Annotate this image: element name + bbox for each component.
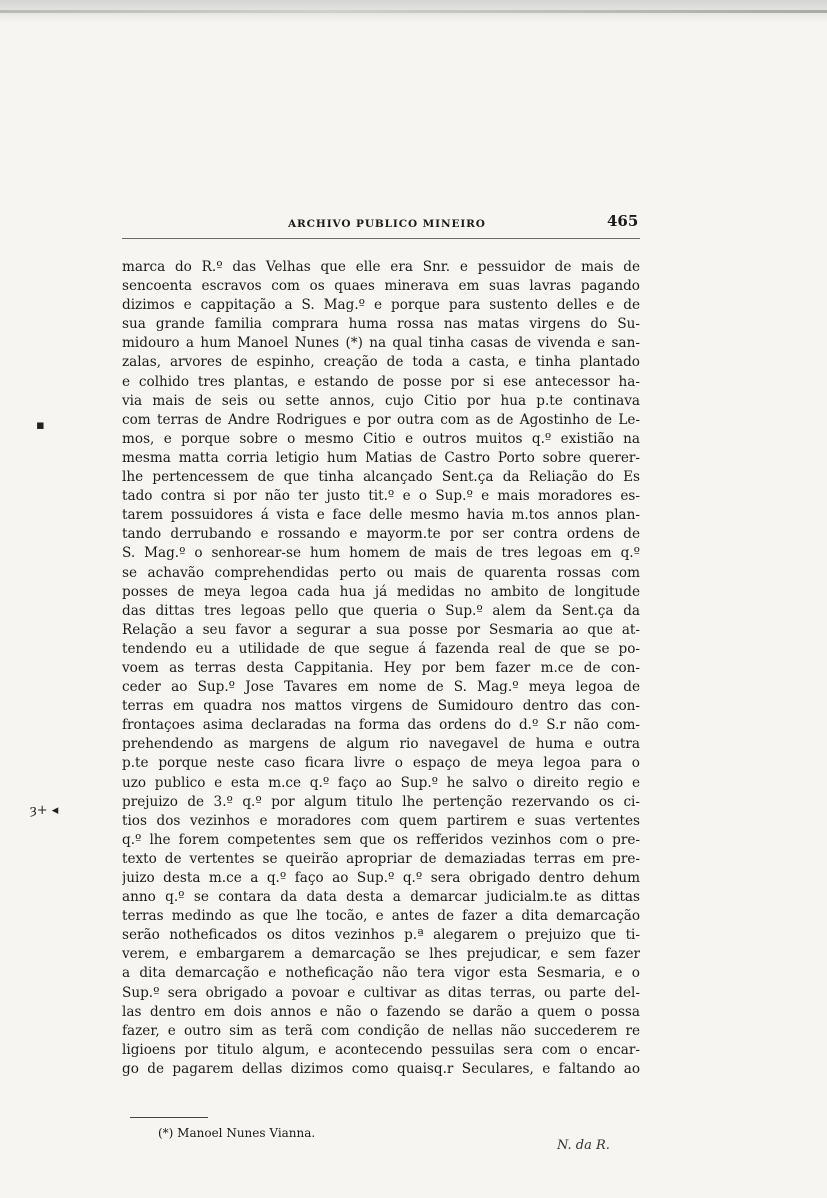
text-line: anno q.º se contara da data desta a demarcar judicialm.te as dittas	[122, 889, 640, 906]
text-line: tios dos vezinhos e moradores com quem partirem e suas vertentes	[122, 812, 640, 829]
margin-mark: ȝ+ ◂	[30, 803, 59, 818]
margin-mark: ▪	[36, 418, 45, 433]
text-line: com terras de Andre Rodrigues e por outra com as de Agostinho de Le-	[122, 411, 640, 428]
text-line: ceder ao Sup.º Jose Tavares em nome de S. Mag.º meya legoa de	[122, 679, 640, 696]
text-line: prehendendo as margens de algum rio navegavel de huma e outra	[122, 736, 640, 753]
text-line: las dentro em dois annos e não o fazendo se darão a quem o possa	[122, 1003, 640, 1020]
scan-edge-line	[0, 10, 827, 13]
text-line: frontaçoes asima declaradas na forma das ordens do d.º S.r não com-	[122, 717, 640, 734]
header-rule	[122, 238, 640, 239]
text-line: via mais de seis ou sette annos, cujo Citio por hua p.te continava	[122, 392, 640, 409]
text-line: das dittas tres legoas pello que queria o Sup.º alem da Sent.ça da	[122, 602, 640, 619]
text-line: e colhido tres plantas, e estando de posse por si ese antecessor ha-	[122, 373, 640, 390]
text-line: midouro a hum Manoel Nunes (*) na qual tinha casas de vivenda e san-	[122, 335, 640, 352]
text-line: juizo desta m.ce a q.º faço ao Sup.º q.º sera obrigado dentro dehum	[122, 870, 640, 886]
text-line: uzo publico e esta m.ce q.º faço ao Sup.º he salvo o direito regio e	[122, 774, 640, 791]
body-text	[122, 258, 640, 1079]
text-line: sencoenta escravos com os quaes minerava em suas lavras pagando	[122, 278, 640, 295]
text-line: tando derrubando e rossando e mayorm.te por ser contra ordens de	[122, 526, 640, 543]
text-line: sua grande familia comprara huma rossa nas matas virgens do Su-	[122, 316, 640, 333]
running-head: ARCHIVO PUBLICO MINEIRO	[288, 218, 486, 230]
text-line: se achavão comprehendidas perto ou mais de quarenta rossas com	[122, 564, 640, 581]
text-line: posses de meya legoa cada hua já medidas no ambito de longitude	[122, 583, 640, 600]
text-line: go de pagarem dellas dizimos como quaisq.r Seculares, e faltando ao	[122, 1060, 640, 1077]
text-line: voem as terras desta Cappitania. Hey por bem fazer m.ce de con-	[122, 659, 640, 676]
text-line: texto de vertentes se queirão apropriar de demaziadas terras em pre-	[122, 850, 640, 867]
text-line: p.te porque neste caso ficara livre o espaço de meya legoa para o	[122, 755, 640, 772]
text-line: serão notheficados os ditos vezinhos p.ª alegarem o prejuizo que ti-	[122, 927, 640, 944]
text-line: verem, e embargarem a demarcação se lhes prejudicar, e sem fazer	[122, 946, 640, 963]
text-line: tarem possuidores á vista e face delle mesmo havia m.tos annos plan-	[122, 507, 640, 524]
text-line: Sup.º sera obrigado a povoar e cultivar as ditas terras, ou parte del-	[122, 984, 640, 1001]
page-number: 465	[607, 212, 639, 230]
text-line: tendendo eu a utilidade de que segue á fazenda real de que se po-	[122, 640, 640, 657]
text-line: dizimos e cappitação a S. Mag.º e porque para sustento delles e de	[122, 297, 640, 314]
text-line: a dita demarcação e notheficação não tera vigor esta Sesmaria, e o	[122, 965, 640, 982]
page-header	[122, 212, 642, 236]
text-line: tado contra si por não ter justo tit.º e o Sup.º e mais moradores es-	[122, 488, 640, 505]
text-line: S. Mag.º o senhorear-se hum homem de mais de tres legoas em q.º	[122, 545, 640, 562]
text-line: mos, e porque sobre o mesmo Citio e outros muitos q.º existião na	[122, 430, 640, 447]
footnote: (*) Manoel Nunes Vianna.	[158, 1126, 316, 1140]
text-line: terras medindo as que lhe tocão, e antes de fazer a dita demarcação	[122, 908, 640, 925]
footnote-rule	[130, 1117, 208, 1118]
scan-top-edge	[0, 0, 827, 22]
text-line: terras em quadra nos mattos virgens de Sumidouro dentro das con-	[122, 698, 640, 715]
text-line: q.º lhe forem competentes sem que os refferidos vezinhos com o pre-	[122, 831, 640, 848]
text-line: lhe pertencessem de que tinha alcançado Sent.ça da Reliação do Es	[122, 469, 640, 486]
text-line: prejuizo de 3.º q.º por algum titulo lhe pertenção rezervando os ci-	[122, 793, 640, 810]
text-line: fazer, e outro sim as terã com condição de nellas não succederem re	[122, 1022, 640, 1039]
text-line: marca do R.º das Velhas que elle era Snr. e pessuidor de mais de	[122, 259, 640, 275]
text-line: Relação a seu favor a segurar a sua posse por Sesmaria ao que at-	[122, 621, 640, 638]
text-line: mesma matta corria letigio hum Matias de Castro Porto sobre querer-	[122, 449, 640, 466]
text-line: ligioens por titulo algum, e acontecendo pessuilas sera com o encar-	[122, 1041, 640, 1058]
signature: N. da R.	[557, 1138, 610, 1153]
text-line: zalas, arvores de espinho, creação de toda a casta, e tinha plantado	[122, 354, 640, 371]
